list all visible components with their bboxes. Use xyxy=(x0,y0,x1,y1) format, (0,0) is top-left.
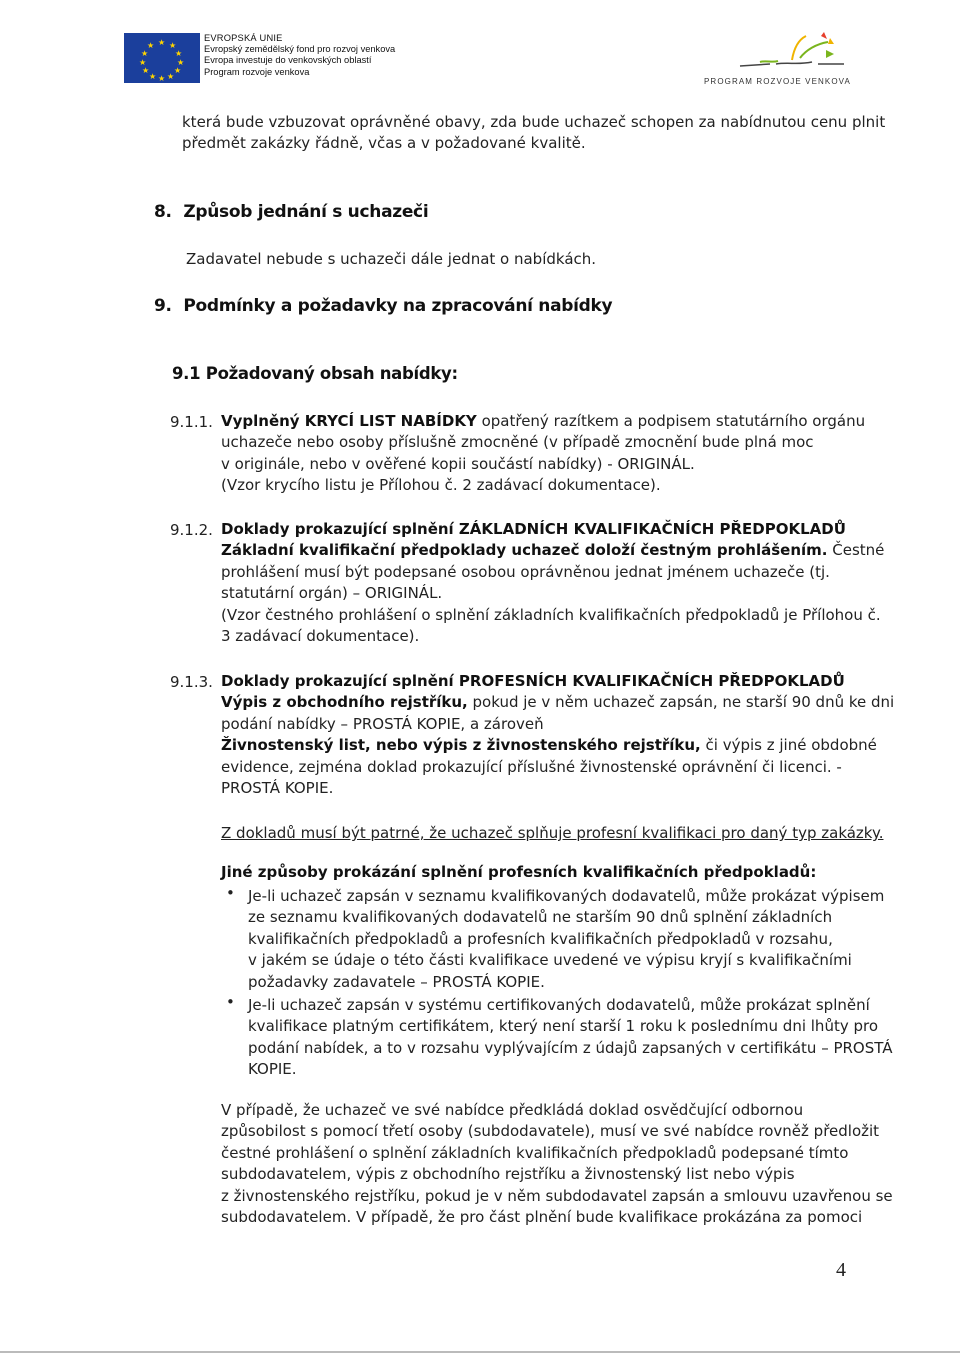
item-text: v originále, nebo v ověřené kopii součástí nabídky) - ORIGINÁL. xyxy=(221,454,695,473)
eu-line-program: Program rozvoje venkova xyxy=(204,66,310,77)
item-number: 9.1.2. xyxy=(170,521,213,539)
bullet-line: kvalifikačních předpokladů a profesních kvalifikačních předpokladů v rozsahu, xyxy=(248,929,833,948)
item-text: (Vzor krycího listu je Přílohou č. 2 zadávací dokumentace). xyxy=(221,476,661,495)
eu-line-invest: Evropa investuje do venkovských oblastí xyxy=(204,55,372,66)
bullet-dot: • xyxy=(226,884,235,902)
paragraph-line: subdodavatelem, výpis z obchodního rejstříku a živnostenský list nebo výpis xyxy=(221,1165,795,1184)
item-text: PROSTÁ KOPIE. xyxy=(221,779,334,798)
item-bold-text: Živnostenský list, nebo výpis z živnostenského rejstříku, xyxy=(221,736,701,755)
cover-sheet-label: Vyplněný KRYCÍ LIST NABÍDKY xyxy=(221,412,477,430)
bullet-line: ze seznamu kvalifikovaných dodavatelů ne starším 90 dnů splnění základních xyxy=(248,908,833,927)
section-title: Způsob jednání s uchazeči xyxy=(183,202,429,222)
paragraph-line: subdodavatelem. V případě, že pro část plnění bude kvalifikace prokázána za pomoci xyxy=(221,1208,863,1227)
intro-paragraph xyxy=(182,112,886,155)
bullet-line: KOPIE. xyxy=(248,1060,297,1079)
item-text: podání nabídky – PROSTÁ KOPIE, a zároveň xyxy=(221,714,544,733)
page-bottom-divider xyxy=(0,1351,960,1353)
item-text: (Vzor čestného prohlášení o splnění základních kvalifikačních předpokladů je Přílohou č. xyxy=(221,605,881,624)
paragraph-line: V případě, že uchazeč ve své nabídce předkládá doklad osvědčující odbornou xyxy=(221,1101,804,1119)
intro-line: předmět zakázky řádně, včas a v požadované kvalitě. xyxy=(182,134,586,153)
paragraph-line: způsobilost s pomocí třetí osoby (subdodavatele), musí ve své nabídce rovněž předložit xyxy=(221,1122,880,1141)
prv-logo xyxy=(704,28,851,92)
item-text: či výpis z jiné obdobné xyxy=(700,736,877,755)
bullet-line: v jakém se údaje o této části kvalifikace uvedené ve výpisu kryjí s kvalifikačními xyxy=(248,951,852,970)
wheat-field-icon xyxy=(736,28,846,72)
page-header xyxy=(0,0,960,95)
bullet-line: podání nabídek, a to v rozsahu vyplývajícím z údajů zapsaných v certifikátu – PROSTÁ xyxy=(248,1038,893,1057)
item-text: uchazeče nebo osoby příslušně zmocněné (v případě zmocnění bude plná moc xyxy=(221,433,814,452)
section-9-1-heading: 9.1 Požadovaný obsah nabídky: xyxy=(172,364,458,383)
prv-label: PROGRAM ROZVOJE VENKOVA xyxy=(704,77,851,86)
bullet-line: požadavky zadavatele – PROSTÁ KOPIE. xyxy=(248,972,545,991)
item-heading: Doklady prokazující splnění ZÁKLADNÍCH KVALIFIKAČNÍCH PŘEDPOKLADŮ xyxy=(221,520,846,538)
section-8-heading xyxy=(154,202,428,222)
item-text: opatřený razítkem a podpisem statutárního orgánu xyxy=(476,412,866,430)
item-text: pokud je v něm uchazeč zapsán, ne starší 90 dnů ke dni xyxy=(467,693,895,712)
bullet-item-2 xyxy=(248,995,893,1081)
item-text: evidence, zejména doklad prokazující příslušné živnostenské oprávnění či licenci. - xyxy=(221,757,842,776)
bullet-item-1 xyxy=(248,886,885,993)
item-text: statutární orgán) – ORIGINÁL. xyxy=(221,584,443,603)
eu-program-text xyxy=(204,33,395,78)
item-9-1-3 xyxy=(221,671,895,799)
item-heading: Doklady prokazující splnění PROFESNÍCH KVALIFIKAČNÍCH PŘEDPOKLADŮ xyxy=(221,672,845,690)
eu-flag-logo: ★ ★ ★ ★ ★ ★ ★ ★ ★ ★ ★ ★ xyxy=(124,33,200,83)
eu-line-title: EVROPSKÁ UNIE xyxy=(204,33,283,43)
item-text: prohlášení musí být podepsané osobou oprávněnou jednat jménem uchazeče (tj. xyxy=(221,562,830,581)
final-paragraph xyxy=(221,1100,893,1228)
item-9-1-1 xyxy=(221,411,866,497)
eu-line-fund: Evropský zemědělský fond pro rozvoj venkova xyxy=(204,44,396,55)
bullet-line: kvalifikace platným certifikátem, který není starší 1 roku k poslednímu dni lhůty pro xyxy=(248,1017,879,1036)
section-number: 9. xyxy=(154,296,172,316)
underlined-note: Z dokladů musí být patrné, že uchazeč splňuje profesní kvalifikaci pro daný typ zakázky. xyxy=(221,824,884,842)
section-8-text: Zadavatel nebude s uchazeči dále jednat o nabídkách. xyxy=(186,250,597,268)
bullet-line: Je-li uchazeč zapsán v systému certifikovaných dodavatelů, může prokázat splnění xyxy=(248,996,870,1014)
item-text: 3 zadávací dokumentace). xyxy=(221,627,420,646)
item-number: 9.1.3. xyxy=(170,673,213,691)
item-bold-text: Základní kvalifikační předpoklady uchazeč doloží čestným prohlášením. xyxy=(221,541,828,560)
section-number: 8. xyxy=(154,202,172,222)
paragraph-line: z živnostenského rejstříku, pokud je v něm subdodavatel zapsán a smlouvu uzavřenou se xyxy=(221,1186,893,1205)
page-number: 4 xyxy=(836,1259,846,1281)
item-number: 9.1.1. xyxy=(170,413,213,431)
section-title: Podmínky a požadavky na zpracování nabídky xyxy=(183,296,613,316)
paragraph-line: čestné prohlášení o splnění základních kvalifikačních předpokladů podepsané tímto xyxy=(221,1143,849,1162)
intro-line: která bude vzbuzovat oprávněné obavy, zda bude uchazeč schopen za nabídnutou cenu plnit xyxy=(182,113,886,131)
item-bold-text: Výpis z obchodního rejstříku, xyxy=(221,693,468,712)
item-text: Čestné xyxy=(827,541,885,560)
bullet-dot: • xyxy=(226,993,235,1011)
section-9-heading xyxy=(154,296,612,316)
other-ways-heading: Jiné způsoby prokázání splnění profesních kvalifikačních předpokladů: xyxy=(221,863,817,881)
item-9-1-2 xyxy=(221,519,885,647)
bullet-line: Je-li uchazeč zapsán v seznamu kvalifikovaných dodavatelů, může prokázat výpisem xyxy=(248,887,885,905)
